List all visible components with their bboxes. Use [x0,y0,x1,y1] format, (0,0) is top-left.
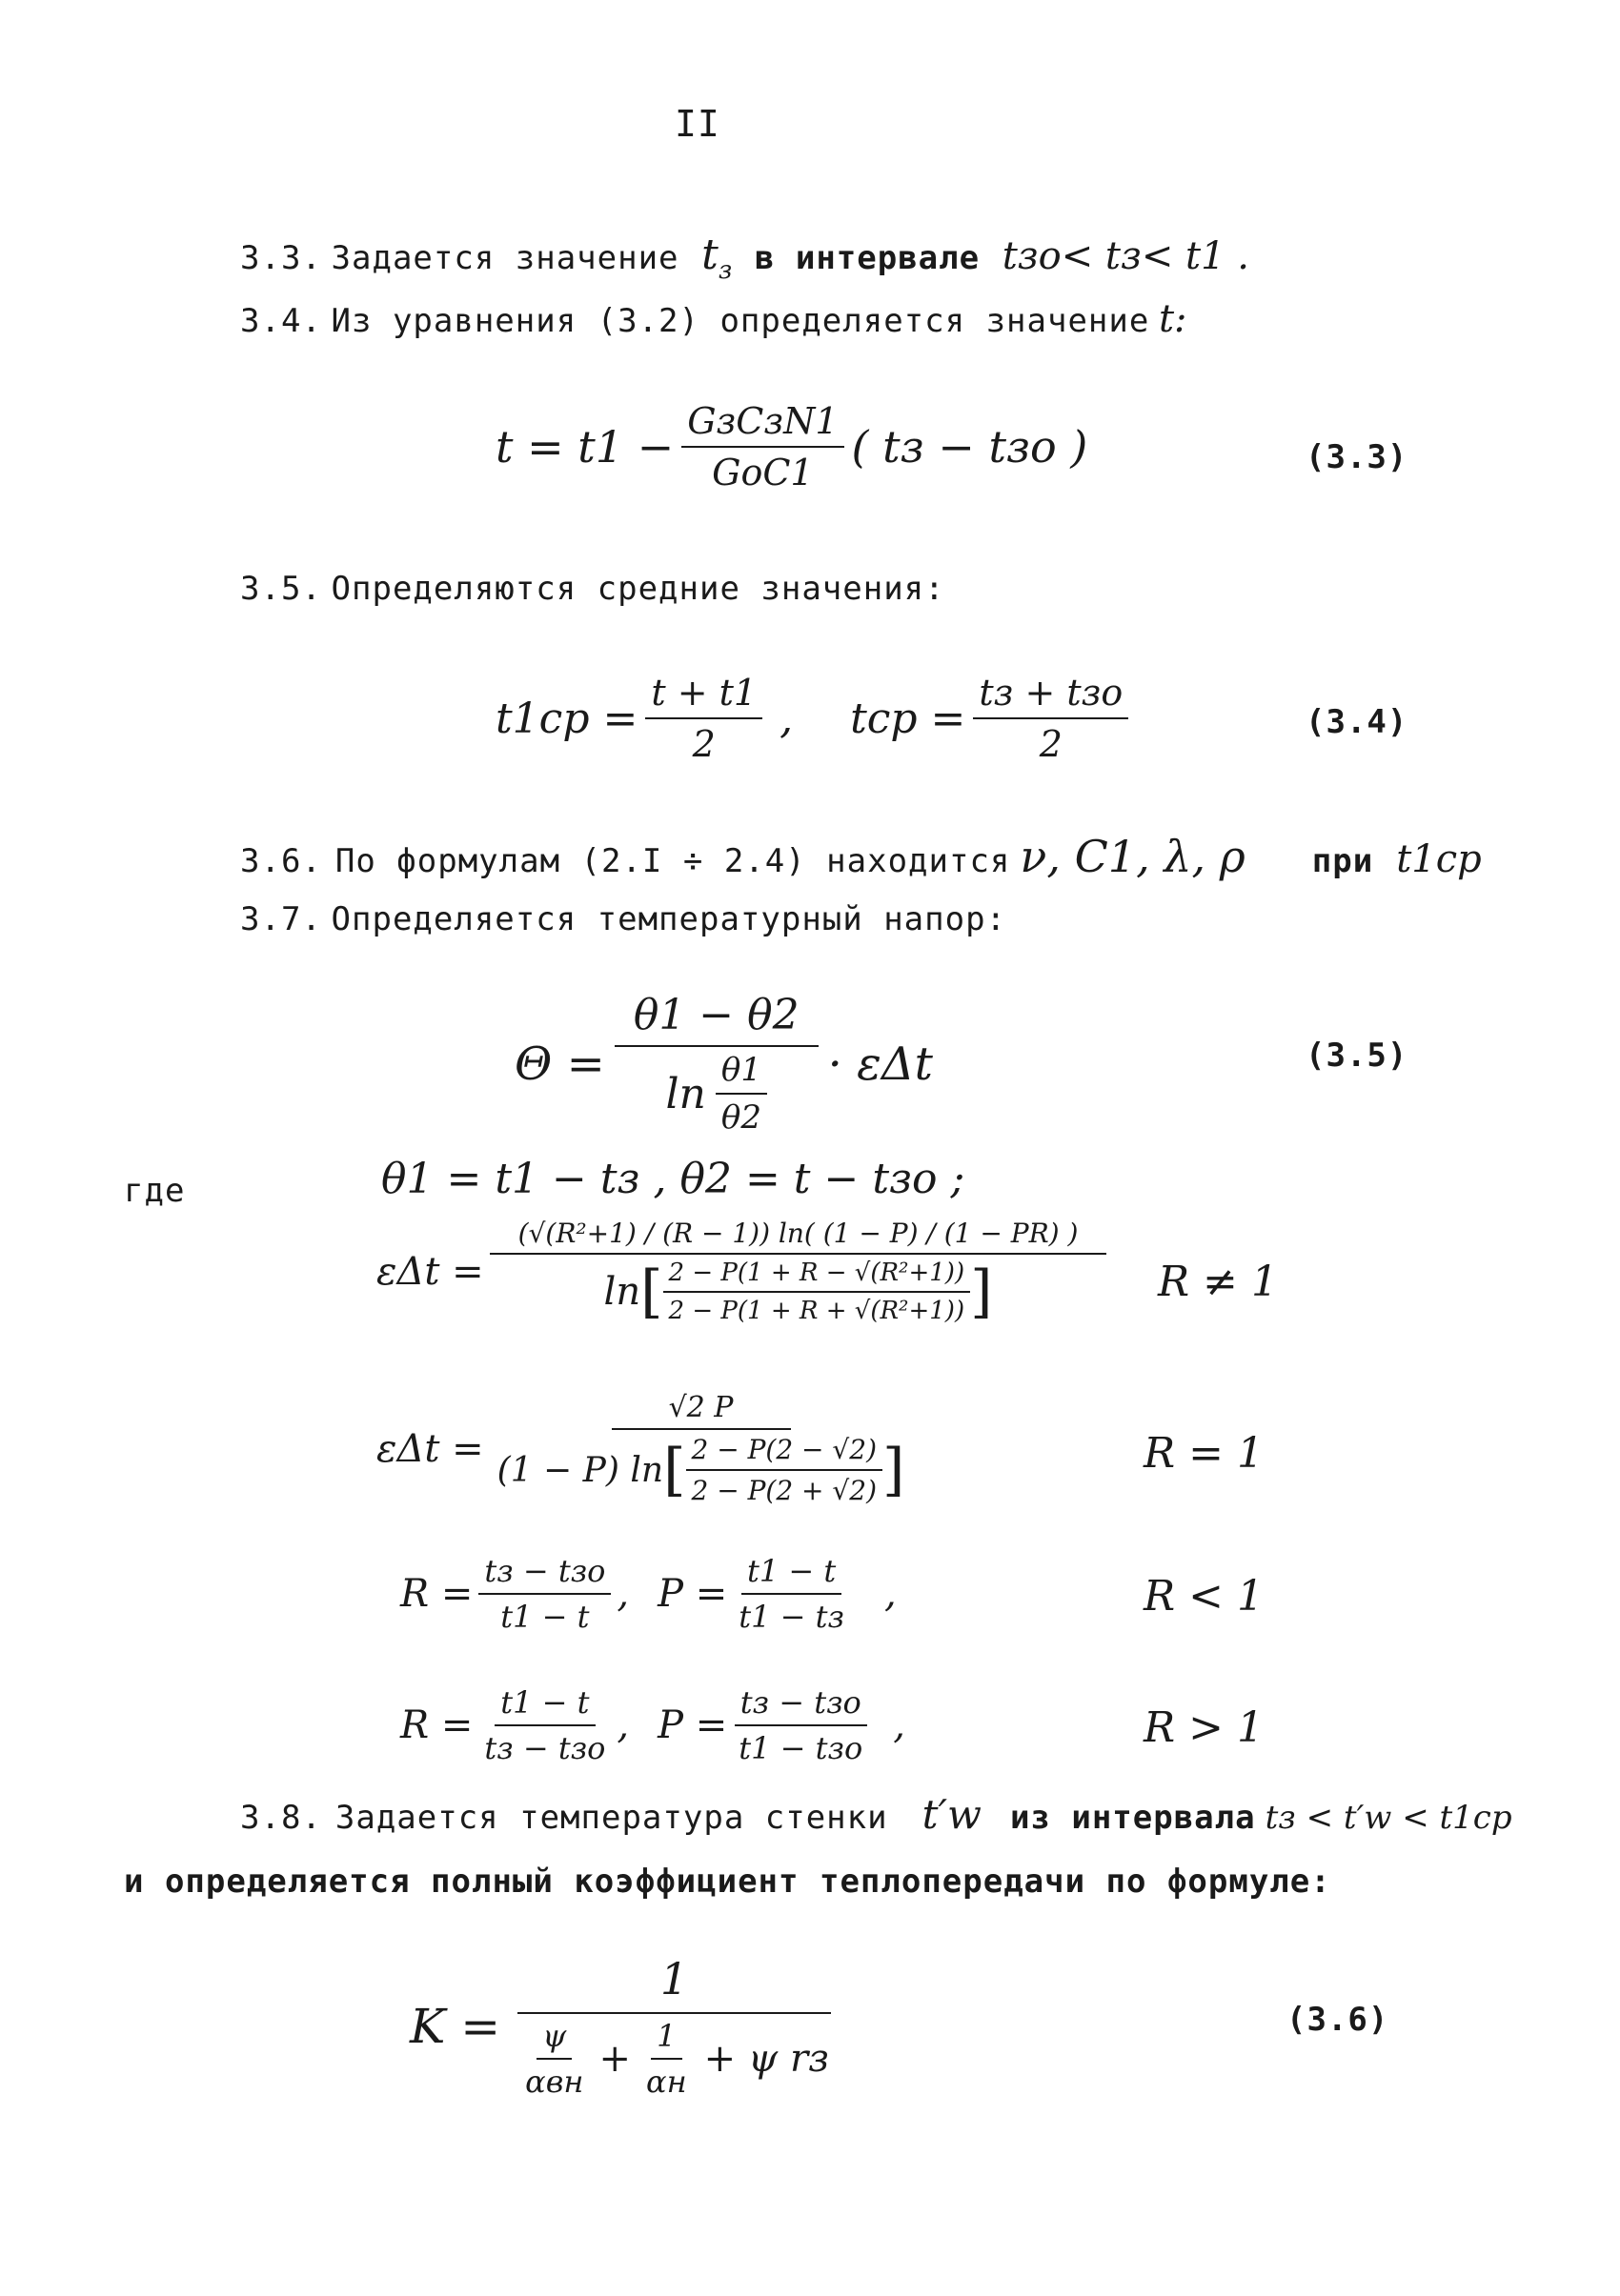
section-3-8-line-2: и определяется полный коэффициент теплопередачи по формуле: [124,1863,1331,1901]
equation-3-6 [410,1953,835,2100]
inner-numerator: 2 − P(1 + R − √(R²+1)) [663,1259,971,1293]
fraction-numerator: √2 P [612,1391,791,1430]
bracket-open: [ [663,1437,686,1503]
section-label: 3.7. [240,900,322,938]
r-p-definitions-1 [400,1553,897,1635]
separator: , [617,1703,630,1747]
r-lhs: R = [400,1572,474,1616]
section-3-5 [240,570,945,608]
section-text: Из уравнения (3.2) определяется значение [331,302,1150,340]
fraction-numerator [490,1218,1107,1255]
eq-lhs: Θ = [515,1037,605,1091]
section-3-6 [240,831,1482,882]
section-3-8 [240,1791,1512,1838]
interval: tз < t′w < t1ср [1265,1799,1512,1837]
numerator-part-a: (√(R²+1) / (R − 1)) [517,1218,771,1249]
term-3: + ψ rз [703,2037,829,2081]
term-1 [519,2018,589,2100]
section-text: Определяются средние значения: [331,570,945,608]
fraction-numerator: 1 [517,1953,831,2014]
inner-denominator: 2 − P(2 + √2) [691,1475,877,1506]
section-text: Определяется температурный напор: [331,900,1007,938]
eq-lhs-1: t1ср = [496,694,638,743]
fraction-denominator: t1 − tзо [739,1730,863,1766]
where-label: где [124,1172,186,1210]
condition: R > 1 [1144,1703,1264,1752]
inner-fraction [716,1051,767,1137]
fraction-numerator: tз − tзо [478,1553,611,1595]
var-t3: $t_з$ [701,231,733,285]
bracket-close: ] [970,1259,993,1325]
epsilon-r-1 [376,1391,910,1506]
inner-denominator: 2 − P(1 + R + √(R²+1)) [668,1297,965,1325]
condition: R = 1 [1144,1429,1264,1478]
fraction-denominator [598,1255,999,1325]
section-label: 3.8. [240,1799,322,1837]
p-fraction [733,1684,868,1766]
equation-number: (3.5) [1306,1037,1408,1075]
section-label: 3.6. [240,842,322,880]
page-number: II [675,103,720,145]
r-p-definitions-2 [400,1684,905,1766]
eq-lhs: εΔt = [376,1426,484,1471]
fraction-numerator: tз + tзо [973,672,1128,719]
equation-number: (3.6) [1286,2001,1389,2039]
fraction-denominator: tз − tзо [484,1730,606,1766]
numerator-part-b: ln( (1 − P) / (1 − PR) ) [778,1218,1079,1249]
equation-3-4 [496,672,1136,765]
separator: , [893,1703,905,1747]
fraction-denominator [659,1047,773,1137]
fraction-numerator: t1 − t [495,1684,595,1726]
denominator-prefix: (1 − P) ln [496,1450,664,1490]
section-3-4 [240,297,1187,341]
r-fraction [478,1684,611,1766]
p-fraction [733,1553,850,1635]
fraction-denominator: t1 − t [500,1599,590,1635]
section-3-7 [240,900,1006,938]
term-denominator: αвн [525,2064,584,2100]
fraction-denominator [492,1430,911,1506]
term-denominator: αн [645,2064,687,2100]
condition: R ≠ 1 [1158,1258,1278,1306]
eq-fraction-1 [645,672,762,765]
equation-3-3 [496,400,1087,493]
vars: ν, C1, λ, ρ [1020,831,1245,882]
eq-fraction [681,400,843,493]
var-t1cp: t1ср [1396,837,1482,881]
separator: , [883,1572,897,1616]
eq-lhs-2: tср = [850,694,966,743]
epsilon-r-not-1 [376,1218,1106,1325]
eq-fraction-2 [973,672,1128,765]
fraction-numerator: t1 − t [741,1553,841,1595]
plus: + [598,2037,631,2081]
section-label: 3.4. [240,302,322,340]
section-text: Задается значение [331,239,679,277]
section-text-2: при [1311,842,1374,880]
interval: tзо< tз< t1 . [1002,234,1249,278]
eq-fraction [615,991,819,1137]
r-lhs: R = [400,1703,474,1747]
fraction-denominator: 2 [1039,723,1063,765]
eq-fraction [492,1391,911,1506]
fraction-numerator: t + t1 [645,672,762,719]
section-text-2: из интервала [1009,1799,1256,1837]
eq-fraction [514,1953,835,2100]
inner-numerator: 2 − P(2 − √2) [686,1434,883,1471]
fraction-numerator: θ1 − θ2 [615,991,819,1047]
section-label: 3.5. [240,570,322,608]
section-text: Задается температура стенки [334,1799,888,1837]
section-text: По формулам (2.I ÷ 2.4) находится [334,842,1011,880]
ln-label: ln [665,1069,706,1118]
eq-lhs: εΔt = [376,1249,484,1294]
eq-fraction [490,1218,1107,1325]
term-numerator: ψ [537,2018,572,2060]
eq-tail: · εΔt [827,1037,933,1091]
condition: R < 1 [1144,1572,1264,1621]
inner-numerator: θ1 [716,1051,767,1095]
fraction-denominator: t1 − tз [739,1599,844,1635]
var-tw: t′w [921,1791,982,1838]
p-lhs: P = [658,1703,728,1747]
eq-comma: , [780,694,794,743]
theta-definitions: θ1 = t1 − tз , θ2 = t − tзо ; [381,1155,965,1203]
fraction-denominator: 2 [692,723,716,765]
separator: , [617,1572,630,1616]
bracket-open: [ [640,1259,663,1325]
equation-number: (3.4) [1306,703,1408,741]
fraction-denominator: GoC1 [712,452,814,493]
bracket-close: ] [882,1437,905,1503]
eq-lhs: t = t1 − [496,421,675,473]
section-text-2: в интервале [754,239,981,277]
inner-fraction [663,1259,971,1325]
r-fraction [478,1553,611,1635]
fraction-numerator: tз − tзо [735,1684,867,1726]
var-t: t: [1158,297,1187,341]
equation-number: (3.3) [1306,438,1408,476]
ln-label: ln [603,1270,641,1314]
section-label: 3.3. [240,239,322,277]
fraction-numerator: GзCзN1 [681,400,843,448]
term-numerator: 1 [651,2018,681,2060]
equation-3-5 [515,991,933,1137]
eq-tail: ( tз − tзо ) [851,421,1088,473]
fraction-denominator [514,2014,835,2100]
p-lhs: P = [658,1572,728,1616]
inner-fraction [686,1434,883,1506]
section-3-3 [240,231,1249,285]
inner-denominator: θ2 [720,1098,761,1137]
eq-lhs: K = [410,1999,501,2054]
term-2 [640,2018,693,2100]
